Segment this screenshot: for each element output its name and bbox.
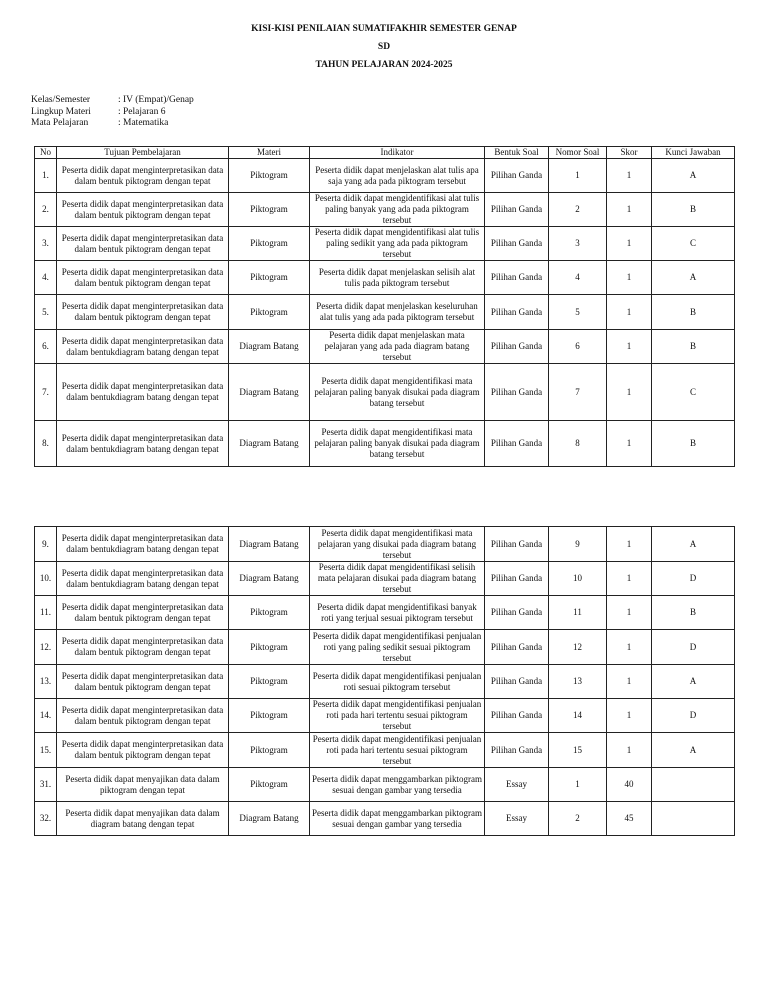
table-row xyxy=(35,421,735,467)
cell-skor: 1 xyxy=(607,261,652,295)
cell-skor: 45 xyxy=(607,802,652,836)
cell-no: 31. xyxy=(35,768,57,802)
cell-kunci: B xyxy=(652,596,735,630)
meta-row-lingkup xyxy=(31,107,194,119)
table-row xyxy=(35,527,735,562)
cell-materi: Piktogram xyxy=(229,227,310,261)
cell-nomor-soal: 6 xyxy=(549,330,607,364)
meta-row-mapel xyxy=(31,118,194,130)
cell-skor: 40 xyxy=(607,768,652,802)
cell-indikator: Peserta didik dapat mengidentifikasi mata pelajaran paling banyak disukai pada diagram batang tersebut xyxy=(310,364,485,421)
cell-indikator: Peserta didik dapat mengidentifikasi banyak roti yang terjual sesuai piktogram tersebut xyxy=(310,596,485,630)
cell-materi: Diagram Batang xyxy=(229,802,310,836)
cell-no: 8. xyxy=(35,421,57,467)
cell-tujuan: Peserta didik dapat menginterpretasikan data dalam bentukdiagram batang dengan tepat xyxy=(57,562,229,596)
cell-tujuan: Peserta didik dapat menginterpretasikan data dalam bentukdiagram batang dengan tepat xyxy=(57,330,229,364)
table-row xyxy=(35,596,735,630)
cell-tujuan: Peserta didik dapat menginterpretasikan data dalam bentuk piktogram dengan tepat xyxy=(57,193,229,227)
cell-bentuk-soal: Pilihan Ganda xyxy=(485,330,549,364)
cell-kunci: A xyxy=(652,665,735,699)
cell-materi: Piktogram xyxy=(229,665,310,699)
cell-materi: Diagram Batang xyxy=(229,562,310,596)
cell-tujuan: Peserta didik dapat menginterpretasikan data dalam bentuk piktogram dengan tepat xyxy=(57,596,229,630)
table-row xyxy=(35,330,735,364)
cell-no: 15. xyxy=(35,733,57,768)
table-row xyxy=(35,768,735,802)
cell-no: 1. xyxy=(35,159,57,193)
cell-indikator: Peserta didik dapat mengidentifikasi alat tulis paling banyak yang ada pada piktogram tersebut xyxy=(310,193,485,227)
meta-label: Lingkup Materi xyxy=(31,106,91,117)
cell-tujuan: Peserta didik dapat menginterpretasikan data dalam bentuk piktogram dengan tepat xyxy=(57,159,229,193)
cell-bentuk-soal: Essay xyxy=(485,802,549,836)
cell-kunci: A xyxy=(652,261,735,295)
cell-nomor-soal: 3 xyxy=(549,227,607,261)
cell-bentuk-soal: Pilihan Ganda xyxy=(485,364,549,421)
meta-row-kelas xyxy=(31,95,194,107)
cell-nomor-soal: 9 xyxy=(549,527,607,562)
meta-value: : Matematika xyxy=(118,118,169,128)
cell-skor: 1 xyxy=(607,630,652,665)
cell-no: 4. xyxy=(35,261,57,295)
cell-materi: Piktogram xyxy=(229,596,310,630)
cell-nomor-soal: 10 xyxy=(549,562,607,596)
cell-bentuk-soal: Pilihan Ganda xyxy=(485,227,549,261)
cell-skor: 1 xyxy=(607,562,652,596)
cell-nomor-soal: 14 xyxy=(549,699,607,733)
cell-tujuan: Peserta didik dapat menginterpretasikan data dalam bentukdiagram batang dengan tepat xyxy=(57,421,229,467)
cell-nomor-soal: 2 xyxy=(549,802,607,836)
cell-tujuan: Peserta didik dapat menyajikan data dalam diagram batang dengan tepat xyxy=(57,802,229,836)
cell-nomor-soal: 11 xyxy=(549,596,607,630)
cell-materi: Piktogram xyxy=(229,261,310,295)
cell-no: 5. xyxy=(35,295,57,330)
meta-value: : Pelajaran 6 xyxy=(118,106,166,117)
cell-bentuk-soal: Pilihan Ganda xyxy=(485,527,549,562)
table-row xyxy=(35,159,735,193)
cell-bentuk-soal: Pilihan Ganda xyxy=(485,562,549,596)
cell-materi: Piktogram xyxy=(229,733,310,768)
cell-kunci: D xyxy=(652,699,735,733)
cell-no: 32. xyxy=(35,802,57,836)
cell-kunci: A xyxy=(652,733,735,768)
kisi-table-page1 xyxy=(34,146,735,467)
school-level: SD xyxy=(377,42,391,52)
col-header-tujuan: Tujuan Pembelajaran xyxy=(57,147,229,159)
cell-bentuk-soal: Pilihan Ganda xyxy=(485,193,549,227)
cell-bentuk-soal: Pilihan Ganda xyxy=(485,295,549,330)
col-header-skor: Skor xyxy=(607,147,652,159)
cell-no: 9. xyxy=(35,527,57,562)
cell-kunci: A xyxy=(652,527,735,562)
academic-year: TAHUN PELAJARAN 2024-2025 xyxy=(315,60,453,70)
cell-materi: Piktogram xyxy=(229,630,310,665)
cell-materi: Diagram Batang xyxy=(229,527,310,562)
cell-indikator: Peserta didik dapat menjelaskan alat tulis apa saja yang ada pada piktogram tersebut xyxy=(310,159,485,193)
cell-kunci: B xyxy=(652,295,735,330)
cell-indikator: Peserta didik dapat menjelaskan keseluruhan alat tulis yang ada pada piktogram tersebut xyxy=(310,295,485,330)
cell-bentuk-soal: Pilihan Ganda xyxy=(485,421,549,467)
cell-skor: 1 xyxy=(607,227,652,261)
table-row xyxy=(35,227,735,261)
cell-indikator: Peserta didik dapat mengidentifikasi penjualan roti pada hari tertentu sesuai piktogram tersebut xyxy=(310,699,485,733)
cell-kunci: A xyxy=(652,159,735,193)
cell-nomor-soal: 2 xyxy=(549,193,607,227)
cell-tujuan: Peserta didik dapat menginterpretasikan data dalam bentuk piktogram dengan tepat xyxy=(57,733,229,768)
cell-indikator: Peserta didik dapat mengidentifikasi selisih mata pelajaran disukai pada diagram batang tersebut xyxy=(310,562,485,596)
cell-tujuan: Peserta didik dapat menginterpretasikan data dalam bentuk piktogram dengan tepat xyxy=(57,699,229,733)
cell-nomor-soal: 5 xyxy=(549,295,607,330)
cell-indikator: Peserta didik dapat mengidentifikasi penjualan roti yang paling sedikit sesuai piktogram tersebut xyxy=(310,630,485,665)
cell-tujuan: Peserta didik dapat menyajikan data dalam piktogram dengan tepat xyxy=(57,768,229,802)
cell-tujuan: Peserta didik dapat menginterpretasikan data dalam bentukdiagram batang dengan tepat xyxy=(57,364,229,421)
table-row xyxy=(35,802,735,836)
cell-bentuk-soal: Pilihan Ganda xyxy=(485,699,549,733)
cell-kunci xyxy=(652,802,735,836)
cell-no: 13. xyxy=(35,665,57,699)
cell-indikator: Peserta didik dapat menggambarkan piktogram sesuai dengan gambar yang tersedia xyxy=(310,768,485,802)
table-row xyxy=(35,261,735,295)
table-row xyxy=(35,295,735,330)
cell-no: 2. xyxy=(35,193,57,227)
table-row xyxy=(35,665,735,699)
cell-kunci: B xyxy=(652,421,735,467)
cell-nomor-soal: 7 xyxy=(549,364,607,421)
cell-kunci: C xyxy=(652,227,735,261)
table-row xyxy=(35,193,735,227)
cell-tujuan: Peserta didik dapat menginterpretasikan data dalam bentuk piktogram dengan tepat xyxy=(57,261,229,295)
cell-bentuk-soal: Pilihan Ganda xyxy=(485,261,549,295)
cell-kunci: D xyxy=(652,630,735,665)
cell-indikator: Peserta didik dapat mengidentifikasi penjualan roti pada hari tertentu sesuai piktogram tersebut xyxy=(310,733,485,768)
cell-indikator: Peserta didik dapat menjelaskan mata pelajaran yang ada pada diagram batang tersebut xyxy=(310,330,485,364)
cell-skor: 1 xyxy=(607,193,652,227)
cell-nomor-soal: 12 xyxy=(549,630,607,665)
cell-indikator: Peserta didik dapat menggambarkan piktogram sesuai dengan gambar yang tersedia xyxy=(310,802,485,836)
table-row xyxy=(35,364,735,421)
cell-no: 6. xyxy=(35,330,57,364)
cell-nomor-soal: 1 xyxy=(549,159,607,193)
cell-materi: Diagram Batang xyxy=(229,364,310,421)
col-header-bentuk-soal: Bentuk Soal xyxy=(485,147,549,159)
cell-kunci: C xyxy=(652,364,735,421)
table-row xyxy=(35,630,735,665)
cell-skor: 1 xyxy=(607,596,652,630)
cell-nomor-soal: 4 xyxy=(549,261,607,295)
cell-no: 10. xyxy=(35,562,57,596)
cell-bentuk-soal: Pilihan Ganda xyxy=(485,630,549,665)
cell-bentuk-soal: Pilihan Ganda xyxy=(485,733,549,768)
document-meta xyxy=(31,95,194,130)
kisi-table-page2 xyxy=(34,526,735,836)
cell-skor: 1 xyxy=(607,364,652,421)
col-header-indikator: Indikator xyxy=(310,147,485,159)
cell-no: 12. xyxy=(35,630,57,665)
cell-no: 3. xyxy=(35,227,57,261)
cell-indikator: Peserta didik dapat mengidentifikasi alat tulis paling sedikit yang ada pada piktogram tersebut xyxy=(310,227,485,261)
cell-nomor-soal: 13 xyxy=(549,665,607,699)
cell-nomor-soal: 8 xyxy=(549,421,607,467)
cell-tujuan: Peserta didik dapat menginterpretasikan data dalam bentuk piktogram dengan tepat xyxy=(57,665,229,699)
cell-no: 7. xyxy=(35,364,57,421)
cell-skor: 1 xyxy=(607,421,652,467)
cell-bentuk-soal: Essay xyxy=(485,768,549,802)
cell-skor: 1 xyxy=(607,699,652,733)
cell-indikator: Peserta didik dapat mengidentifikasi penjualan roti sesuai piktogram tersebut xyxy=(310,665,485,699)
table-row xyxy=(35,562,735,596)
col-header-kunci: Kunci Jawaban xyxy=(652,147,735,159)
cell-skor: 1 xyxy=(607,665,652,699)
cell-skor: 1 xyxy=(607,159,652,193)
cell-materi: Diagram Batang xyxy=(229,330,310,364)
col-header-materi: Materi xyxy=(229,147,310,159)
table-row xyxy=(35,733,735,768)
cell-bentuk-soal: Pilihan Ganda xyxy=(485,159,549,193)
cell-kunci xyxy=(652,768,735,802)
meta-value: : IV (Empat)/Genap xyxy=(118,95,194,105)
cell-kunci: B xyxy=(652,193,735,227)
cell-indikator: Peserta didik dapat mengidentifikasi mata pelajaran yang disukai pada diagram batang tersebut xyxy=(310,527,485,562)
cell-bentuk-soal: Pilihan Ganda xyxy=(485,596,549,630)
col-header-no: No xyxy=(35,147,57,159)
cell-materi: Diagram Batang xyxy=(229,421,310,467)
cell-nomor-soal: 15 xyxy=(549,733,607,768)
cell-indikator: Peserta didik dapat menjelaskan selisih alat tulis pada piktogram tersebut xyxy=(310,261,485,295)
document-title: KISI-KISI PENILAIAN SUMATIFAKHIR SEMESTER GENAP xyxy=(251,24,517,34)
cell-skor: 1 xyxy=(607,527,652,562)
cell-skor: 1 xyxy=(607,330,652,364)
cell-skor: 1 xyxy=(607,733,652,768)
cell-kunci: D xyxy=(652,562,735,596)
cell-tujuan: Peserta didik dapat menginterpretasikan data dalam bentuk piktogram dengan tepat xyxy=(57,295,229,330)
cell-indikator: Peserta didik dapat mengidentifikasi mata pelajaran paling banyak disukai pada diagram batang tersebut xyxy=(310,421,485,467)
meta-label: Mata Pelajaran xyxy=(31,118,89,128)
cell-materi: Piktogram xyxy=(229,699,310,733)
table-header-row xyxy=(35,147,735,159)
cell-materi: Piktogram xyxy=(229,159,310,193)
cell-no: 14. xyxy=(35,699,57,733)
cell-nomor-soal: 1 xyxy=(549,768,607,802)
cell-skor: 1 xyxy=(607,295,652,330)
cell-tujuan: Peserta didik dapat menginterpretasikan data dalam bentukdiagram batang dengan tepat xyxy=(57,527,229,562)
cell-bentuk-soal: Pilihan Ganda xyxy=(485,665,549,699)
cell-tujuan: Peserta didik dapat menginterpretasikan data dalam bentuk piktogram dengan tepat xyxy=(57,227,229,261)
cell-no: 11. xyxy=(35,596,57,630)
col-header-nomor-soal: Nomor Soal xyxy=(549,147,607,159)
table-row xyxy=(35,699,735,733)
cell-kunci: B xyxy=(652,330,735,364)
cell-tujuan: Peserta didik dapat menginterpretasikan data dalam bentuk piktogram dengan tepat xyxy=(57,630,229,665)
cell-materi: Piktogram xyxy=(229,193,310,227)
cell-materi: Piktogram xyxy=(229,295,310,330)
cell-materi: Piktogram xyxy=(229,768,310,802)
meta-label: Kelas/Semester xyxy=(31,95,91,105)
